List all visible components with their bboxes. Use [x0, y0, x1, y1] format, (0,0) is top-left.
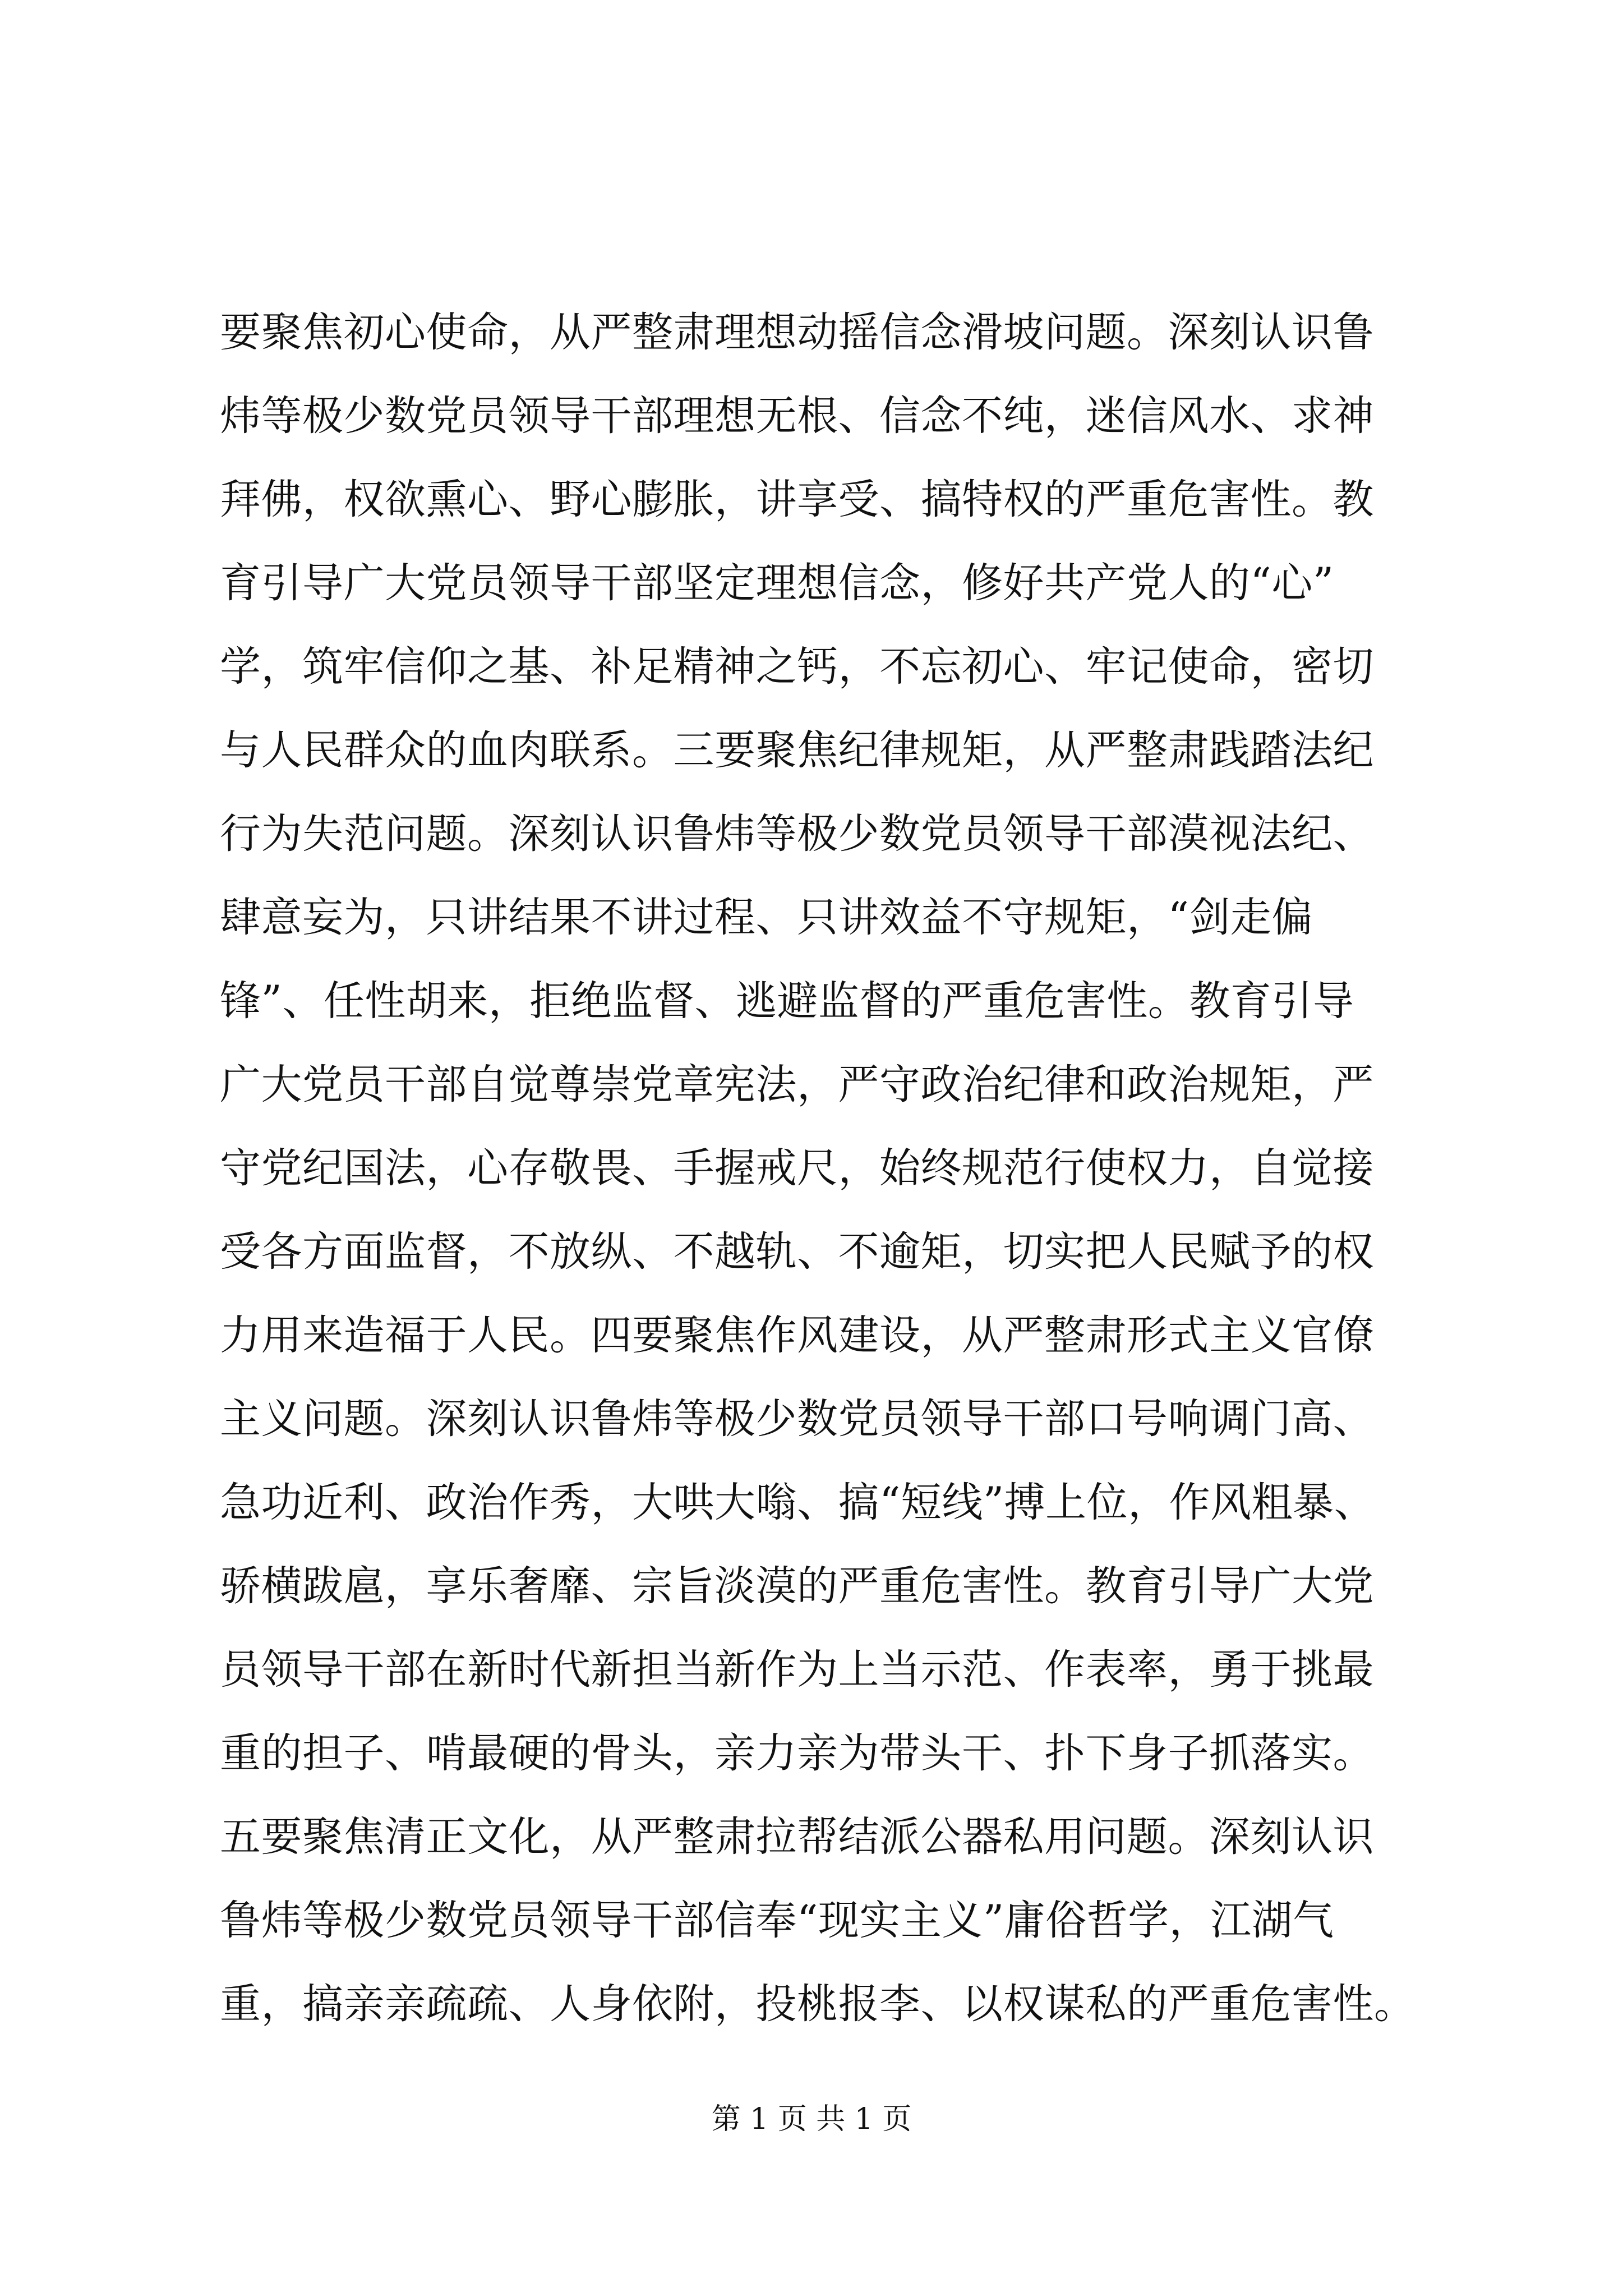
text-line: 广大党员干部自觉尊崇党章宪法，严守政治纪律和政治规矩，严	[220, 1061, 1374, 1108]
text-line: 骄横跋扈，享乐奢靡、宗旨淡漠的严重危害性。教育引导广大党	[220, 1562, 1374, 1610]
text-line: 要聚焦初心使命，从严整肃理想动摇信念滑坡问题。深刻认识鲁	[220, 309, 1374, 356]
text-line: 肆意妄为，只讲结果不讲过程、只讲效益不守规矩，“剑走偏	[220, 894, 1313, 941]
text-line: 主义问题。深刻认识鲁炜等极少数党员领导干部口号响调门高、	[220, 1395, 1374, 1443]
text-line: 重，搞亲亲疏疏、人身依附，投桃报李、以权谋私的严重危害性。	[220, 1980, 1415, 2028]
text-line: 行为失范问题。深刻认识鲁炜等极少数党员领导干部漠视法纪、	[220, 810, 1374, 858]
body-text	[220, 291, 1442, 2046]
text-line: 力用来造福于人民。四要聚焦作风建设，从严整肃形式主义官僚	[220, 1312, 1374, 1359]
text-line: 员领导干部在新时代新担当新作为上当示范、作表率，勇于挑最	[220, 1646, 1374, 1694]
text-line: 急功近利、政治作秀，大哄大嗡、搞“短线”搏上位，作风粗暴、	[220, 1479, 1376, 1526]
text-line: 五要聚焦清正文化，从严整肃拉帮结派公器私用问题。深刻认识	[220, 1813, 1374, 1861]
text-line: 重的担子、啃最硬的骨头，亲力亲为带头干、扑下身子抓落实。	[220, 1729, 1374, 1777]
text-line: 与人民群众的血肉联系。三要聚焦纪律规矩，从严整肃践踏法纪	[220, 726, 1374, 774]
page-footer: 第 1 页 共 1 页	[711, 2102, 912, 2136]
text-line: 育引导广大党员领导干部坚定理想信念，修好共产党人的“心”	[220, 559, 1334, 607]
text-line: 拜佛，权欲熏心、野心膨胀，讲享受、搞特权的严重危害性。教	[220, 476, 1374, 523]
text-line: 锋”、任性胡来，拒绝监督、逃避监督的严重危害性。教育引导	[220, 977, 1354, 1025]
text-line: 受各方面监督，不放纵、不越轨、不逾矩，切实把人民赋予的权	[220, 1228, 1374, 1276]
text-line: 炜等极少数党员领导干部理想无根、信念不纯，迷信风水、求神	[220, 392, 1374, 440]
text-line: 学，筑牢信仰之基、补足精神之钙，不忘初心、牢记使命，密切	[220, 643, 1374, 691]
text-line: 守党纪国法，心存敬畏、手握戒尺，始终规范行使权力，自觉接	[220, 1144, 1374, 1192]
text-line: 鲁炜等极少数党员领导干部信奉“现实主义”庸俗哲学，江湖气	[220, 1897, 1334, 1944]
